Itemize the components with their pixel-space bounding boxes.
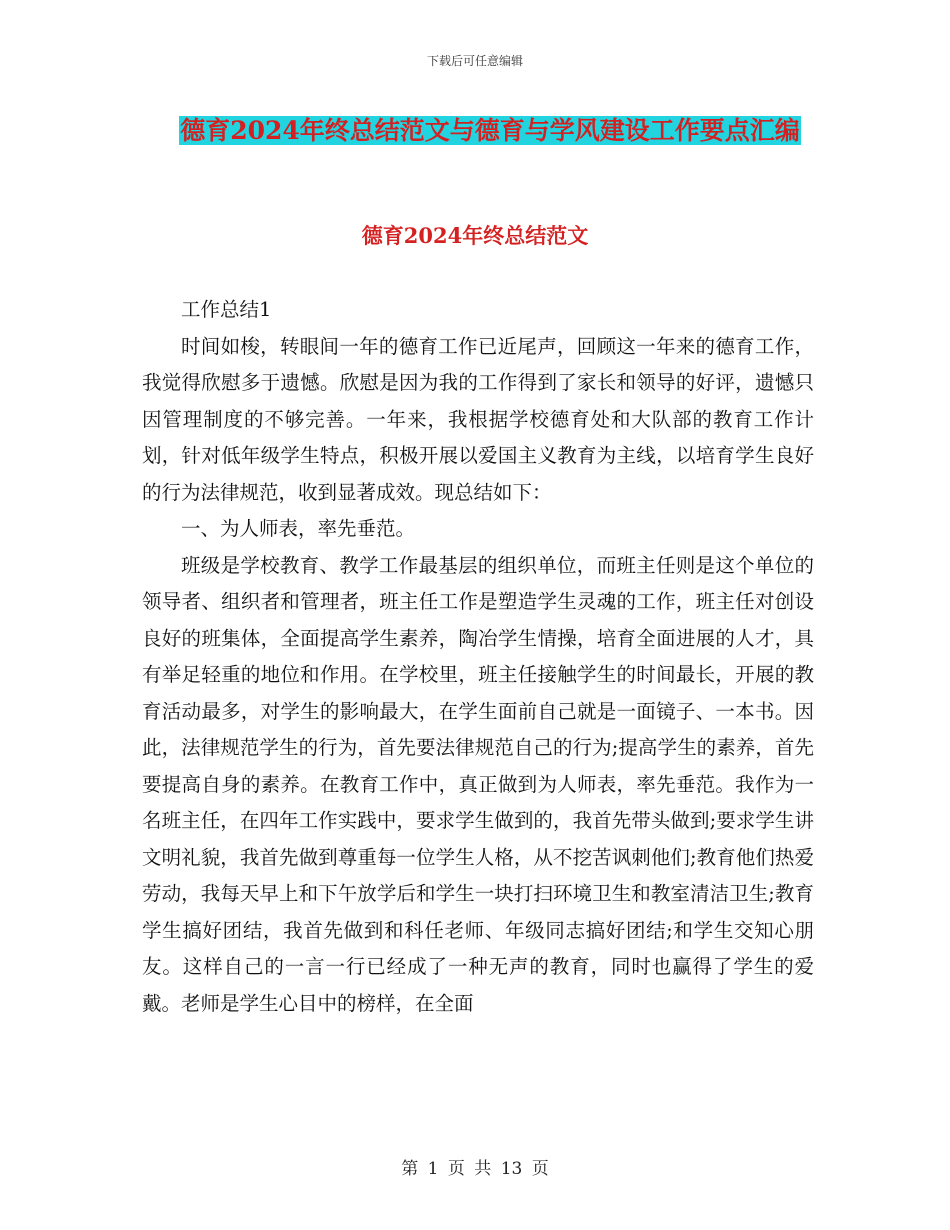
section-label: 工作总结1 (181, 298, 272, 321)
paragraph: 时间如梭，转眼间一年的德育工作已近尾声，回顾这一年来的德育工作，我觉得欣慰多于遗憾。欣慰是因为我的工作得到了家长和领导的好评，遗憾只因管理制度的不够完善。一年来，我根据学校德育处和大队部的教育工作计划，针对低年级学生特点，积极开展以爱国主义教育为主线，以培育学生良好的行为法律规范，收到显著成效。现总结如下： (142, 334, 814, 504)
document-body (142, 292, 814, 1022)
paragraph: 班级是学校教育、教学工作最基层的组织单位，而班主任则是这个单位的领导者、组织者和管理者，班主任工作是塑造学生灵魂的工作，班主任对创设良好的班集体，全面提高学生素养，陶冶学生情操，培育全面进展的人才，具有举足轻重的地位和作用。在学校里，班主任接触学生的时间最长，开展的教育活动最多，对学生的影响最大，在学生面前自己就是一面镜子、一本书。因此，法律规范学生的行为，首先要法律规范自己的行为;提高学生的素养，首先要提高自身的素养。在教育工作中，真正做到为人师表，率先垂范。我作为一名班主任，在四年工作实践中，要求学生做到的，我首先带头做到;要求学生讲文明礼貌，我首先做到尊重每一位学生人格，从不挖苦讽刺他们;教育他们热爱劳动，我每天早上和下午放学后和学生一块打扫环境卫生和教室清洁卫生;教育学生搞好团结，我首先做到和科任老师、年级同志搞好团结;和学生交知心朋友。这样自己的一言一行已经成了一种无声的教育，同时也赢得了学生的爱戴。老师是学生心目中的榜样，在全面 (142, 553, 814, 1015)
document-subtitle: 德育2024年终总结范文 (361, 223, 589, 248)
document-title (160, 108, 820, 154)
header-note: 下载后可任意编辑 (426, 54, 523, 68)
document-title-text: 德育2024年终总结范文与德育与学风建设工作要点汇编 (180, 116, 800, 145)
section-heading: 一、为人师表，率先垂范。 (181, 517, 416, 540)
page-number: 第 1 页 共 13 页 (401, 1159, 549, 1179)
